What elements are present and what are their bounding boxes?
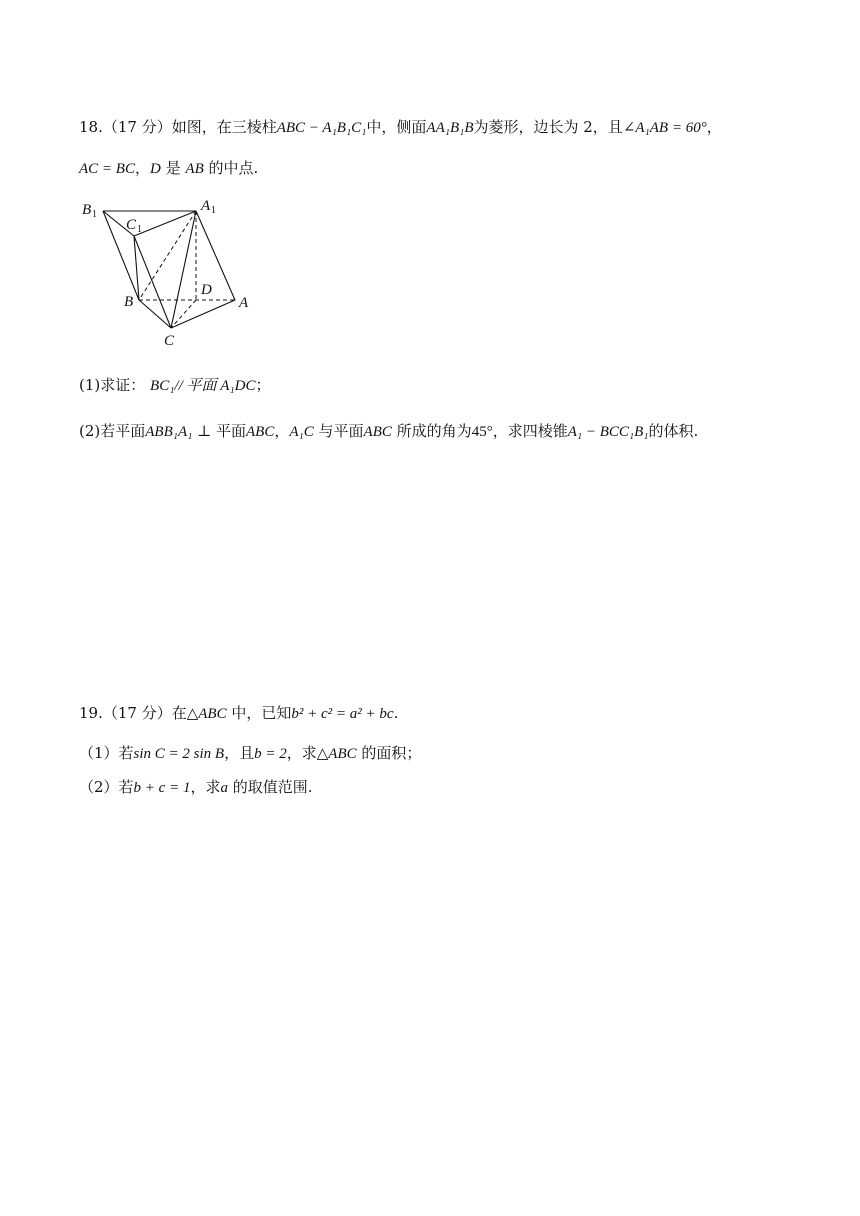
q19-line-1 [79, 702, 398, 725]
q18-segment-ab: AB [185, 161, 204, 177]
q18-comma: ， [706, 118, 722, 136]
q19-number: 19. [79, 704, 103, 722]
label-b1: B [82, 202, 92, 218]
q19-part2-end: 的取值范围. [232, 778, 313, 796]
q19-part1-ask: ，求△ [286, 744, 329, 762]
q18-point-d: D [149, 161, 161, 177]
edge-b-c [139, 300, 171, 328]
q19-part1-condition: sin C = 2 sin B [133, 746, 225, 762]
q19-part2-condition: b + c = 1 [133, 780, 191, 796]
q18-part2-mid: 与平面 [318, 422, 364, 440]
q19-part2-ask: ，求 [190, 778, 221, 796]
q18-text-1: 中，侧面 [366, 118, 427, 136]
label-a1: A [201, 198, 211, 214]
q18-line2-comma: ， [134, 159, 150, 177]
q18-line-2 [79, 157, 258, 180]
q19-part2-prefix: （2）若 [79, 778, 134, 796]
q18-angle-condition: ∠A₁AB = 60° [622, 120, 707, 136]
q19-part2-a: a [220, 780, 228, 796]
edge-a-c [171, 300, 235, 328]
label-b1-sub: 1 [92, 209, 97, 220]
q19-score: （17 分） [102, 704, 172, 722]
q18-part2-perp: ⊥ 平面 [197, 422, 246, 440]
q18-part2-pyramid: A₁ − BCC₁B₁ [567, 424, 649, 440]
q18-part2-abc2: ABC [363, 424, 392, 440]
q18-part2-line: A₁C [289, 424, 314, 440]
q18-part-2 [79, 420, 698, 443]
q19-part1-end: 的面积； [361, 744, 422, 762]
q19-intro: 在△ [171, 704, 199, 722]
q18-part-1 [79, 374, 270, 397]
q18-number: 18. [79, 118, 103, 136]
q18-intro: 如图，在三棱柱 [171, 118, 277, 136]
q18-face: AA₁B₁B [426, 120, 474, 136]
q18-part2-abc: ABC [246, 424, 275, 440]
q18-text-2: 为菱形，边长为 2，且 [473, 118, 623, 136]
edge-c1-c [134, 236, 171, 328]
q18-part2-plane: ABB₁A₁ [145, 424, 193, 440]
q19-condition: b² + c² = a² + bc [291, 706, 394, 722]
q18-prism: ABC − A₁B₁C₁ [276, 120, 367, 136]
q18-part2-prefix: (2)若平面 [79, 422, 146, 440]
q19-part1-prefix: （1）若 [79, 744, 134, 762]
edge-a1-c [171, 211, 196, 328]
q19-condition-end: . [393, 704, 399, 722]
q19-intro2: 中，已知 [231, 704, 292, 722]
prism-figure [78, 193, 263, 353]
q18-line2-end: 的中点. [208, 159, 259, 177]
q19-part1-triangle: ABC [328, 746, 357, 762]
q19-triangle: ABC [198, 706, 227, 722]
q19-part-1 [79, 742, 421, 765]
edge-c1-a1 [134, 211, 196, 236]
edge-a1-b-dashed [139, 211, 196, 300]
q19-part1-b: b = 2 [254, 746, 287, 762]
q18-score: （17 分） [102, 118, 172, 136]
q18-line2-is: 是 [165, 159, 181, 177]
q19-part-2 [79, 776, 313, 799]
q18-part2-ask: ，求四棱锥 [492, 422, 568, 440]
q18-part2-end: 的体积. [648, 422, 699, 440]
label-a1-sub: 1 [211, 205, 216, 216]
q18-line-1 [79, 116, 722, 139]
q18-part2-angle: 45° [471, 424, 493, 440]
label-c1: C [126, 217, 137, 233]
q18-equal-condition: AC = BC [79, 161, 135, 177]
label-c1-sub: 1 [137, 224, 142, 235]
label-b: B [124, 294, 134, 310]
q18-part1-expr: BC₁// 平面 A₁DC [150, 378, 256, 394]
edge-d-c-dashed [171, 300, 196, 328]
label-a: A [239, 295, 249, 311]
q18-part1-end: ； [255, 376, 271, 394]
label-d: D [201, 282, 212, 298]
q18-part2-comma: ， [274, 422, 290, 440]
q18-part1-prefix: (1)求证： [79, 376, 146, 394]
label-c: C [164, 333, 175, 349]
q19-part1-mid: ，且 [224, 744, 255, 762]
q18-part2-angle-text: 所成的角为 [396, 422, 472, 440]
